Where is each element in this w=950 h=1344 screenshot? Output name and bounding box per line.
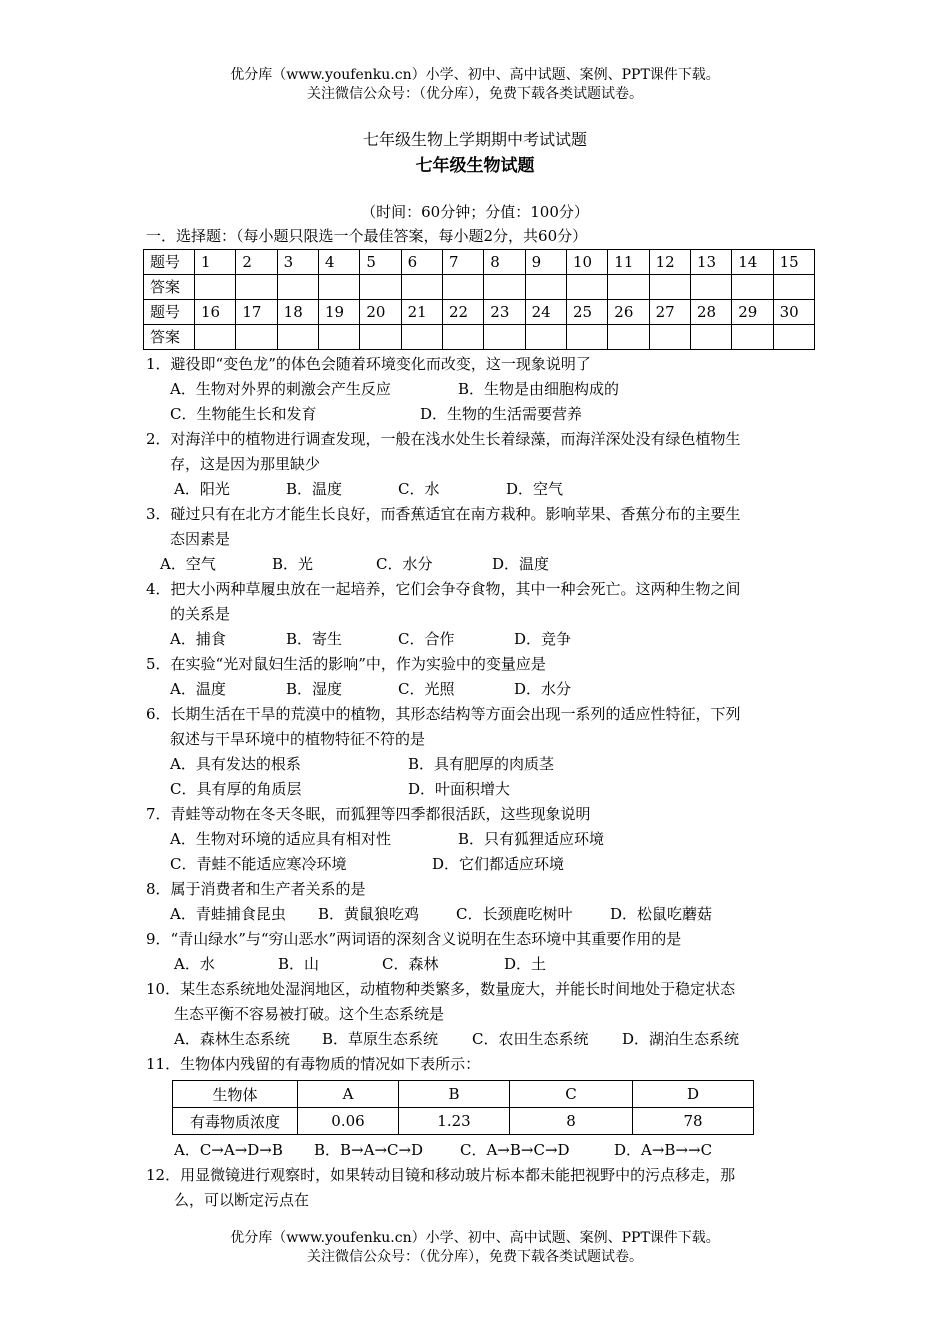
question-stem: 7．青蛙等动物在冬天冬眠，而狐狸等四季都很活跃，这些现象说明 [146, 805, 591, 823]
question-number: 3 [277, 250, 318, 275]
toxin-row-label: 有毒物质浓度 [173, 1108, 298, 1135]
toxin-header-cell: D [633, 1081, 754, 1108]
option-row [146, 552, 814, 577]
answer-cell[interactable] [236, 325, 277, 350]
option-a: A．C→A→D→B [174, 1141, 283, 1159]
option-c: C．具有厚的角质层 [170, 780, 302, 798]
option-d: D．生物的生活需要营养 [420, 405, 583, 423]
question-stem: 5．在实验“光对鼠妇生活的影响”中，作为实验中的变量应是 [146, 655, 546, 673]
answer-sheet-table [143, 249, 815, 350]
question-number: 12 [649, 250, 690, 275]
option-c: C．农田生态系统 [472, 1030, 589, 1048]
option-d: D．湖泊生态系统 [622, 1030, 740, 1048]
question-stem: 11．生物体内残留的有毒物质的情况如下表所示： [146, 1055, 481, 1073]
option-d: D．水分 [514, 680, 572, 698]
question-number: 28 [690, 300, 731, 325]
option-c: C．森林 [382, 955, 439, 973]
question-number: 30 [773, 300, 814, 325]
answer-cell[interactable] [732, 325, 773, 350]
toxin-value: 8 [510, 1108, 633, 1135]
question-number: 26 [608, 300, 649, 325]
answer-cell[interactable] [484, 325, 525, 350]
answer-cell[interactable] [195, 325, 236, 350]
option-a: A．捕食 [170, 630, 226, 648]
answer-cell[interactable] [277, 325, 318, 350]
question-stem-continued: 么，可以断定污点在 [174, 1191, 310, 1209]
question-number: 1 [195, 250, 236, 275]
toxin-header-cell: 生物体 [173, 1081, 298, 1108]
option-row [146, 852, 814, 877]
page-header [0, 66, 950, 104]
question-stem-continued: 叙述与干旱环境中的植物特征不符的是 [170, 730, 426, 748]
option-c: C．长颈鹿吃树叶 [456, 905, 573, 923]
question-stem: 4．把大小两种草履虫放在一起培养，它们会争夺食物，其中一种会死亡。这两种生物之间 [146, 580, 741, 598]
question-number: 18 [277, 300, 318, 325]
option-row [146, 827, 814, 852]
question-stem: 6．长期生活在干旱的荒漠中的植物，其形态结构等方面会出现一系列的适应性特征，下列 [146, 705, 741, 723]
exam-title: 七年级生物上学期期中考试试题 [362, 130, 587, 149]
section-heading: 一．选择题：（每小题只限选一个最佳答案，每小题2分，共60分） [146, 227, 588, 245]
option-c: C．水分 [376, 555, 433, 573]
header-line-2: 关注微信公众号：（优分库），免费下载各类试题试卷。 [307, 86, 643, 102]
answer-cell[interactable] [318, 325, 359, 350]
question-number: 14 [732, 250, 773, 275]
question-number: 2 [236, 250, 277, 275]
question-number: 25 [566, 300, 607, 325]
question-number: 10 [566, 250, 607, 275]
option-row [146, 1138, 814, 1163]
option-d: D．土 [504, 955, 547, 973]
option-c: C．A→B→C→D [460, 1141, 570, 1159]
question-number: 9 [525, 250, 566, 275]
question-stem: 3．碰过只有在北方才能生长良好，而香蕉适宜在南方栽种。影响苹果、香蕉分布的主要生 [146, 505, 741, 523]
option-d: D．它们都适应环境 [432, 855, 565, 873]
answer-table-row-answers-1 [144, 275, 815, 300]
option-b: B．黄鼠狼吃鸡 [318, 905, 420, 923]
question-number: 23 [484, 300, 525, 325]
answer-table-row-answers-2 [144, 325, 815, 350]
option-row [146, 902, 814, 927]
option-a: A．水 [174, 955, 215, 973]
option-d: D．温度 [492, 555, 550, 573]
option-row [146, 627, 814, 652]
question-stem-continued: 的关系是 [170, 605, 231, 623]
toxin-table [172, 1080, 754, 1135]
option-row [146, 402, 814, 427]
row-label-question-no: 题号 [144, 300, 195, 325]
answer-cell[interactable] [566, 275, 607, 300]
option-a: A．阳光 [174, 480, 230, 498]
question-stem-continued: 存，这是因为那里缺少 [170, 455, 321, 473]
answer-cell[interactable] [566, 325, 607, 350]
option-d: D．竞争 [514, 630, 572, 648]
answer-cell[interactable] [401, 275, 442, 300]
answer-cell[interactable] [649, 325, 690, 350]
toxin-value: 78 [633, 1108, 754, 1135]
option-b: B．只有狐狸适应环境 [458, 830, 605, 848]
question-number: 24 [525, 300, 566, 325]
answer-cell[interactable] [236, 275, 277, 300]
option-c: C．合作 [398, 630, 455, 648]
option-c: C．生物能生长和发育 [170, 405, 317, 423]
question-list [146, 352, 814, 1213]
toxin-value: 0.06 [298, 1108, 399, 1135]
option-a: A．具有发达的根系 [170, 755, 301, 773]
question-stem-continued: 生态平衡不容易被打破。这个生态系统是 [174, 1005, 445, 1023]
option-b: B．草原生态系统 [322, 1030, 439, 1048]
option-b: B．山 [278, 955, 320, 973]
exam-subtitle: 七年级生物试题 [415, 156, 535, 176]
option-b: B．湿度 [286, 680, 343, 698]
answer-cell[interactable] [195, 275, 236, 300]
question-number: 8 [484, 250, 525, 275]
option-row [146, 777, 814, 802]
toxin-header-cell: C [510, 1081, 633, 1108]
question-number: 19 [318, 300, 359, 325]
option-row [146, 477, 814, 502]
question-stem: 10．某生态系统地处湿润地区，动植物种类繁多，数量庞大，并能长时间地处于稳定状态 [146, 980, 736, 998]
answer-cell[interactable] [442, 325, 483, 350]
option-b: B．B→A→C→D [314, 1141, 424, 1159]
option-c: C．青蛙不能适应寒冷环境 [170, 855, 347, 873]
option-row [146, 677, 814, 702]
header-line-1: 优分库（www.youfenku.cn）小学、初中、高中试题、案例、PPT课件下载。 [230, 67, 720, 83]
option-b: B．光 [272, 555, 314, 573]
answer-cell[interactable] [649, 275, 690, 300]
option-b: B．温度 [286, 480, 343, 498]
question-number: 13 [690, 250, 731, 275]
option-d: D．A→B→→C [614, 1141, 713, 1159]
question-number: 11 [608, 250, 649, 275]
answer-cell[interactable] [318, 275, 359, 300]
option-row [146, 377, 814, 402]
question-number: 15 [773, 250, 814, 275]
question-number: 22 [442, 300, 483, 325]
answer-cell[interactable] [484, 275, 525, 300]
question-number: 5 [360, 250, 401, 275]
option-d: D．叶面积增大 [408, 780, 511, 798]
footer-line-2: 关注微信公众号：（优分库），免费下载各类试题试卷。 [307, 1249, 643, 1265]
option-a: A．生物对环境的适应具有相对性 [170, 830, 391, 848]
row-label-answer: 答案 [144, 275, 195, 300]
toxin-header-cell: B [399, 1081, 510, 1108]
option-a: A．森林生态系统 [174, 1030, 290, 1048]
question-number: 4 [318, 250, 359, 275]
question-stem: 9．“青山绿水”与“穷山恶水”两词语的深刻含义说明在生态环境中其重要作用的是 [146, 930, 682, 948]
answer-cell[interactable] [360, 275, 401, 300]
answer-cell[interactable] [732, 275, 773, 300]
option-row [146, 952, 814, 977]
answer-cell[interactable] [525, 325, 566, 350]
question-number: 27 [649, 300, 690, 325]
question-number: 16 [195, 300, 236, 325]
question-number: 7 [442, 250, 483, 275]
answer-cell[interactable] [608, 275, 649, 300]
question-number: 21 [401, 300, 442, 325]
option-a: A．青蛙捕食昆虫 [170, 905, 286, 923]
answer-cell[interactable] [401, 325, 442, 350]
answer-table-row-numbers-1 [144, 250, 815, 275]
option-b: B．具有肥厚的肉质茎 [408, 755, 555, 773]
question-number: 17 [236, 300, 277, 325]
answer-cell[interactable] [773, 275, 814, 300]
answer-table-row-numbers-2 [144, 300, 815, 325]
option-a: A．生物对外界的刺激会产生反应 [170, 380, 391, 398]
footer-line-1: 优分库（www.youfenku.cn）小学、初中、高中试题、案例、PPT课件下载。 [230, 1230, 720, 1246]
option-row [146, 752, 814, 777]
question-number: 20 [360, 300, 401, 325]
answer-cell[interactable] [277, 275, 318, 300]
answer-cell[interactable] [690, 275, 731, 300]
answer-cell[interactable] [525, 275, 566, 300]
question-number: 6 [401, 250, 442, 275]
answer-cell[interactable] [773, 325, 814, 350]
option-c: C．水 [398, 480, 440, 498]
option-d: D．松鼠吃蘑菇 [610, 905, 713, 923]
toxin-table-header [173, 1081, 754, 1108]
option-row [146, 1027, 814, 1052]
question-stem: 12．用显微镜进行观察时，如果转动目镜和移动玻片标本都未能把视野中的污点移走，那 [146, 1166, 736, 1184]
answer-cell[interactable] [442, 275, 483, 300]
question-stem-continued: 态因素是 [170, 530, 231, 548]
option-a: A．空气 [160, 555, 216, 573]
question-stem: 2．对海洋中的植物进行调查发现，一般在浅水处生长着绿藻，而海洋深处没有绿色植物生 [146, 430, 741, 448]
toxin-value: 1.23 [399, 1108, 510, 1135]
row-label-answer: 答案 [144, 325, 195, 350]
question-stem: 8．属于消费者和生产者关系的是 [146, 880, 366, 898]
row-label-question-no: 题号 [144, 250, 195, 275]
question-number: 29 [732, 300, 773, 325]
answer-cell[interactable] [360, 325, 401, 350]
option-b: B．寄生 [286, 630, 343, 648]
answer-cell[interactable] [608, 325, 649, 350]
answer-cell[interactable] [690, 325, 731, 350]
page-footer [0, 1229, 950, 1267]
toxin-header-cell: A [298, 1081, 399, 1108]
toxin-table-row [173, 1108, 754, 1135]
option-d: D．空气 [506, 480, 564, 498]
option-c: C．光照 [398, 680, 455, 698]
time-score-info: （时间：60分钟；分值：100分） [361, 203, 589, 221]
option-b: B．生物是由细胞构成的 [458, 380, 620, 398]
question-stem: 1．避役即“变色龙”的体色会随着环境变化而改变，这一现象说明了 [146, 355, 591, 373]
option-a: A．温度 [170, 680, 226, 698]
